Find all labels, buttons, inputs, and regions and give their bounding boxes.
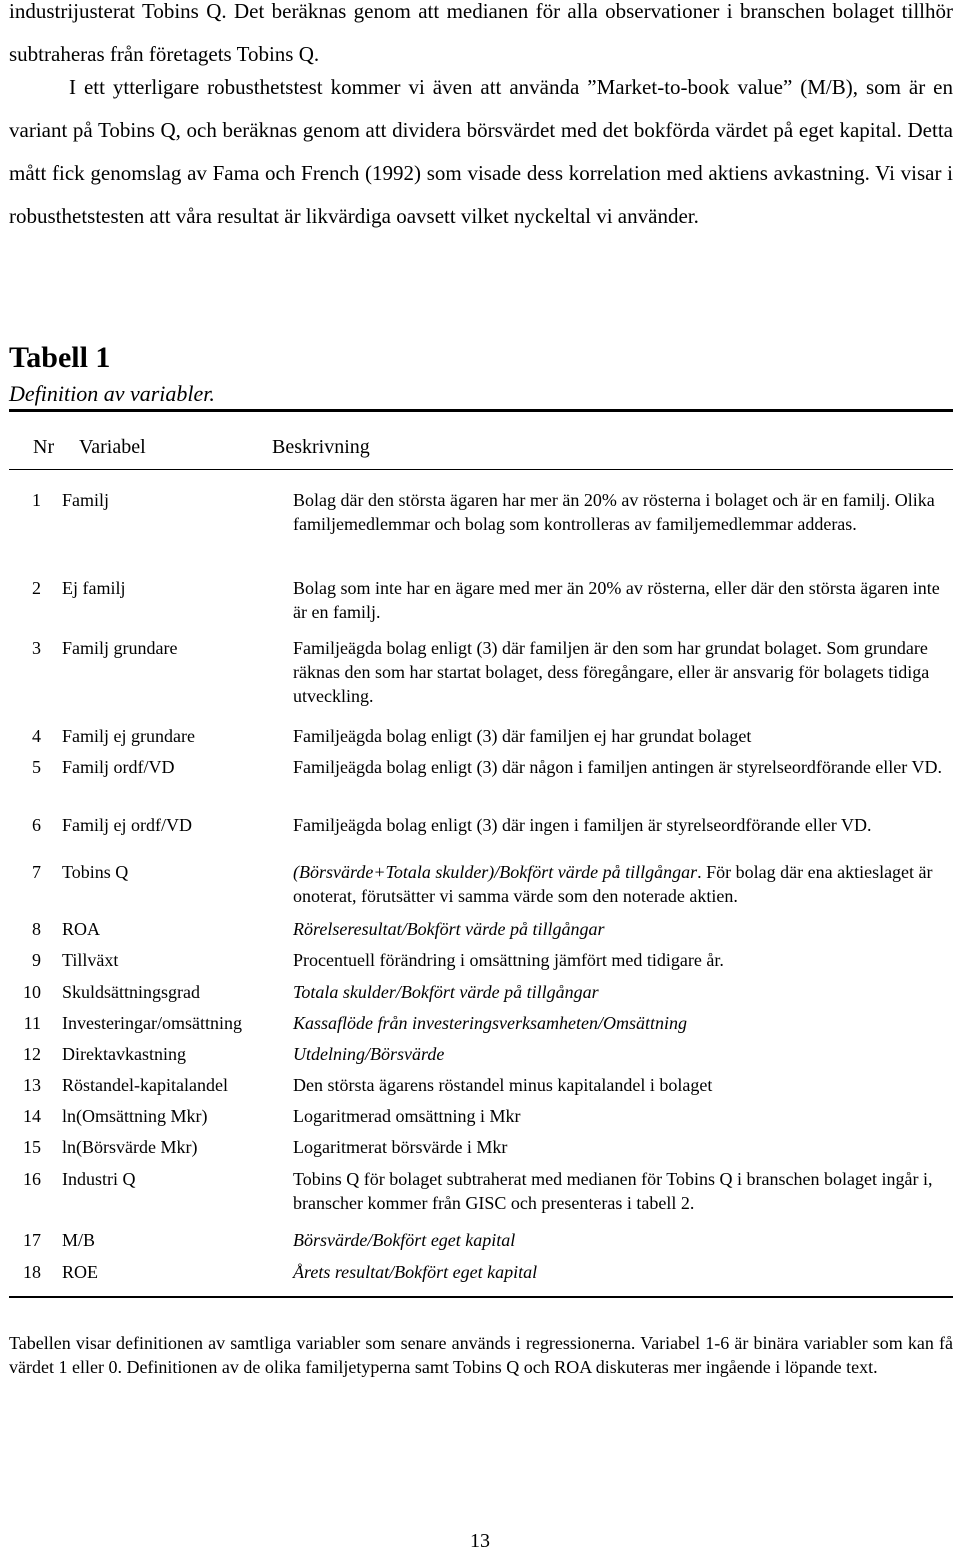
row-description: Kassaflöde från investeringsverksamheten/Omsättning	[293, 1013, 687, 1033]
row-number: 8	[32, 919, 41, 939]
row-description: Utdelning/Börsvärde	[293, 1044, 445, 1064]
row-number: 16	[23, 1169, 41, 1189]
table-note: Tabellen visar definitionen av samtliga variabler som senare används i regressionerna. Variabel 1-6 är binära variabler som kan få värdet 1 eller 0. Definitionen av de olika familjetyperna samt Tobins Q och ROA diskuteras mer ingående i löpande text.	[9, 1333, 953, 1377]
row-description: Börsvärde/Bokfört eget kapital	[293, 1230, 516, 1250]
row-description: Bolag som inte har en ägare med mer än 20% av rösterna, eller där den största ägaren inte är en familj.	[293, 578, 940, 622]
row-number: 1	[32, 490, 41, 510]
row-number: 11	[23, 1013, 41, 1033]
row-description: Tobins Q för bolaget subtraherat med medianen för Tobins Q i branschen bolaget ingår i, branscher kommer från GISC och presenteras i tabell 2.	[293, 1169, 933, 1213]
row-number: 13	[23, 1075, 41, 1095]
row-variable: Tobins Q	[62, 862, 129, 882]
row-variable: Röstandel-kapitalandel	[62, 1075, 228, 1095]
row-number: 4	[32, 726, 41, 746]
row-number: 18	[23, 1262, 41, 1282]
table-bottom-rule	[9, 1296, 953, 1298]
row-description: Den största ägarens röstandel minus kapitalandel i bolaget	[293, 1075, 713, 1095]
row-description: Bolag där den största ägaren har mer än 20% av rösterna i bolaget och är en familj. Olika familjemedlemmar och bolag som kontrolleras av familjemedlemmar adderas.	[293, 490, 935, 534]
row-description: Rörelseresultat/Bokfört värde på tillgångar	[293, 919, 605, 939]
row-description: Procentuell förändring i omsättning jämfört med tidigare år.	[293, 950, 724, 970]
row-variable: Direktavkastning	[62, 1044, 186, 1064]
row-variable: Ej familj	[62, 578, 126, 598]
intro-paragraph-1: industrijusterat Tobins Q. Det beräknas genom att medianen för alla observationer i branschen bolaget tillhör subtraheras från företagets Tobins Q.	[9, 0, 953, 66]
row-description: (Börsvärde+Totala skulder)/Bokfört värde på tillgångar. För bolag där ena aktieslaget är onoterat, förutsätter vi samma värde som den noterade aktien.	[293, 862, 933, 906]
row-variable: ln(Omsättning Mkr)	[62, 1106, 208, 1126]
row-number: 9	[32, 950, 41, 970]
page-number: 13	[470, 1530, 490, 1552]
row-number: 3	[32, 638, 41, 658]
row-variable: Familj grundare	[62, 638, 178, 658]
row-description: Familjeägda bolag enligt (3) där ingen i familjen är styrelseordförande eller VD.	[293, 815, 872, 835]
row-variable: Investeringar/omsättning	[62, 1013, 242, 1033]
row-description: Logaritmerad omsättning i Mkr	[293, 1106, 521, 1126]
row-variable: Familj ej ordf/VD	[62, 815, 192, 835]
intro-paragraph-2: I ett ytterligare robusthetstest kommer vi även att använda ”Market-to-book value” (M/B), som är en variant på Tobins Q, och beräknas genom att dividera börsvärdet med det bokförda värdet på eget kapital. Detta mått fick genomslag av Fama och French (1992) som visade dess korrelation med aktiens avkastning. Vi visar i robusthetstesten att våra resultat är likvärdiga oavsett vilket nyckeltal vi använder.	[9, 75, 953, 228]
header-description: Beskrivning	[272, 436, 370, 458]
row-description: Totala skulder/Bokfört värde på tillgångar	[293, 982, 599, 1002]
header-nr: Nr	[33, 436, 55, 458]
row-variable: Industri Q	[62, 1169, 136, 1189]
row-number: 2	[32, 578, 41, 598]
row-description: Årets resultat/Bokfört eget kapital	[293, 1262, 538, 1282]
table-subtitle: Definition av variabler.	[9, 381, 215, 406]
row-number: 7	[32, 862, 41, 882]
row-description: Familjeägda bolag enligt (3) där familjen ej har grundat bolaget	[293, 726, 752, 746]
row-number: 6	[32, 815, 41, 835]
row-number: 14	[23, 1106, 41, 1126]
row-number: 12	[23, 1044, 41, 1064]
row-variable: Skuldsättningsgrad	[62, 982, 200, 1002]
row-variable: ln(Börsvärde Mkr)	[62, 1137, 198, 1157]
row-number: 17	[23, 1230, 41, 1250]
row-number: 15	[23, 1137, 41, 1157]
row-description: Familjeägda bolag enligt (3) där familjen är den som har grundat bolaget. Som grundare räknas den som har startat bolaget, dess föregångare, eller är ansvarig för bolagets tidiga utveckling.	[293, 638, 930, 706]
row-description: Logaritmerat börsvärde i Mkr	[293, 1137, 508, 1157]
row-number: 10	[23, 982, 41, 1002]
table-header-rule	[9, 469, 953, 470]
row-variable: Familj ordf/VD	[62, 757, 175, 777]
row-variable: ROE	[62, 1262, 98, 1282]
row-description: Familjeägda bolag enligt (3) där någon i familjen antingen är styrelseordförande eller VD.	[293, 757, 942, 777]
row-variable: ROA	[62, 919, 101, 939]
header-variable: Variabel	[79, 436, 146, 458]
row-variable: Familj ej grundare	[62, 726, 195, 746]
row-variable: Tillväxt	[62, 950, 119, 970]
row-variable: M/B	[62, 1230, 96, 1250]
row-description-formula: (Börsvärde+Totala skulder)/Bokfört värde på tillgångar	[293, 862, 698, 882]
table-top-rule	[9, 409, 953, 412]
table-title: Tabell 1	[9, 341, 111, 374]
row-number: 5	[32, 757, 41, 777]
row-variable: Familj	[62, 490, 110, 510]
